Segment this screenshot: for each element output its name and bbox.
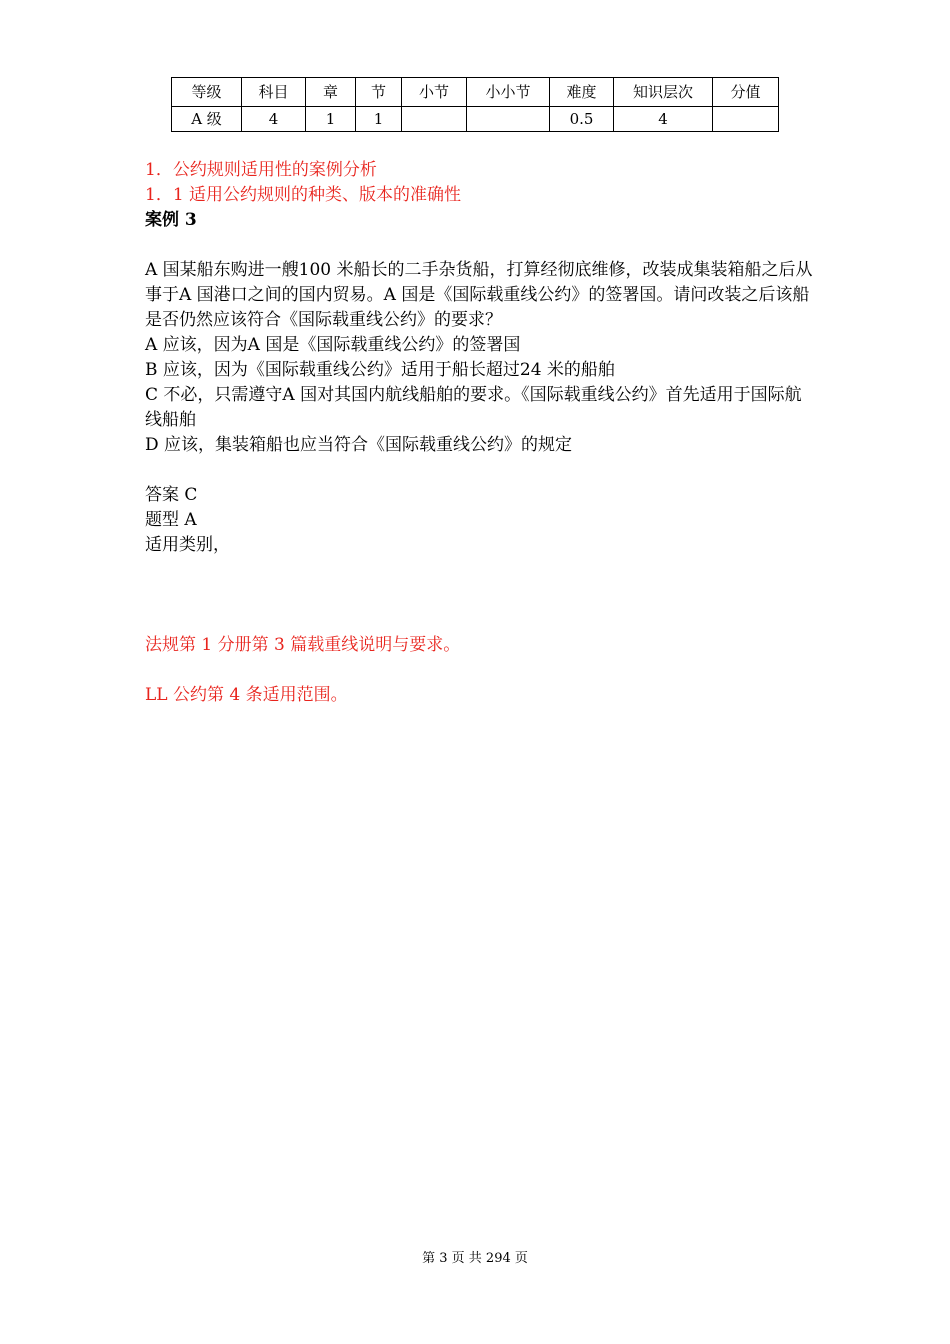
metadata-value-row xyxy=(172,107,779,132)
answer-line: 答案 C xyxy=(145,485,198,505)
value-cell-score xyxy=(713,107,779,132)
option-a: A 应该，因为A 国是《国际载重线公约》的签署国 xyxy=(145,335,521,355)
header-cell-chapter: 章 xyxy=(306,78,356,107)
value-cell-knowledge-level: 4 xyxy=(614,107,713,132)
subsection-heading: 1．1 适用公约规则的种类、版本的准确性 xyxy=(145,185,462,205)
value-cell-section: 1 xyxy=(356,107,402,132)
option-d: D 应该，集装箱船也应当符合《国际载重线公约》的规定 xyxy=(145,435,573,455)
option-c: C 不必，只需遵守A 国对其国内航线船舶的要求。《国际载重线公约》首先适用于国际航线船舶 xyxy=(145,385,802,430)
header-cell-grade: 等级 xyxy=(172,78,242,107)
value-cell-chapter: 1 xyxy=(306,107,356,132)
category-line: 适用类别， xyxy=(145,535,230,555)
value-cell-difficulty: 0.5 xyxy=(550,107,614,132)
spacer xyxy=(145,233,815,258)
document-body xyxy=(145,158,815,708)
spacer xyxy=(145,658,815,683)
question-type-line: 题型 A xyxy=(145,510,197,530)
value-cell-subsection xyxy=(402,107,467,132)
option-b: B 应该，因为《国际载重线公约》适用于船长超过24 米的船舶 xyxy=(145,360,615,380)
value-cell-subject: 4 xyxy=(242,107,306,132)
header-cell-section: 节 xyxy=(356,78,402,107)
reference-2: LL 公约第 4 条适用范围。 xyxy=(145,685,348,705)
header-cell-difficulty: 难度 xyxy=(550,78,614,107)
page-footer: 第 3 页 共 294 页 xyxy=(422,1251,528,1266)
reference-1: 法规第 1 分册第 3 篇载重线说明与要求。 xyxy=(145,635,461,655)
header-cell-knowledge-level: 知识层次 xyxy=(614,78,713,107)
header-cell-subsubsection: 小小节 xyxy=(467,78,550,107)
header-cell-score: 分值 xyxy=(713,78,779,107)
section-heading: 1．公约规则适用性的案例分析 xyxy=(145,160,377,180)
value-cell-subsubsection xyxy=(467,107,550,132)
case-title: 案例 3 xyxy=(145,210,197,230)
header-cell-subject: 科目 xyxy=(242,78,306,107)
metadata-table xyxy=(171,77,779,132)
metadata-header-row xyxy=(172,78,779,107)
value-cell-grade: A 级 xyxy=(172,107,242,132)
question-stem: A 国某船东购进一艘100 米船长的二手杂货船，打算经彻底维修，改装成集装箱船之后从事于A 国港口之间的国内贸易。A 国是《国际载重线公约》的签署国。请问改装之后该船是否仍然应该符合《国际载重线公约》的要求？ xyxy=(145,260,813,330)
spacer xyxy=(145,458,815,483)
header-cell-subsection: 小节 xyxy=(402,78,467,107)
spacer xyxy=(145,558,815,633)
